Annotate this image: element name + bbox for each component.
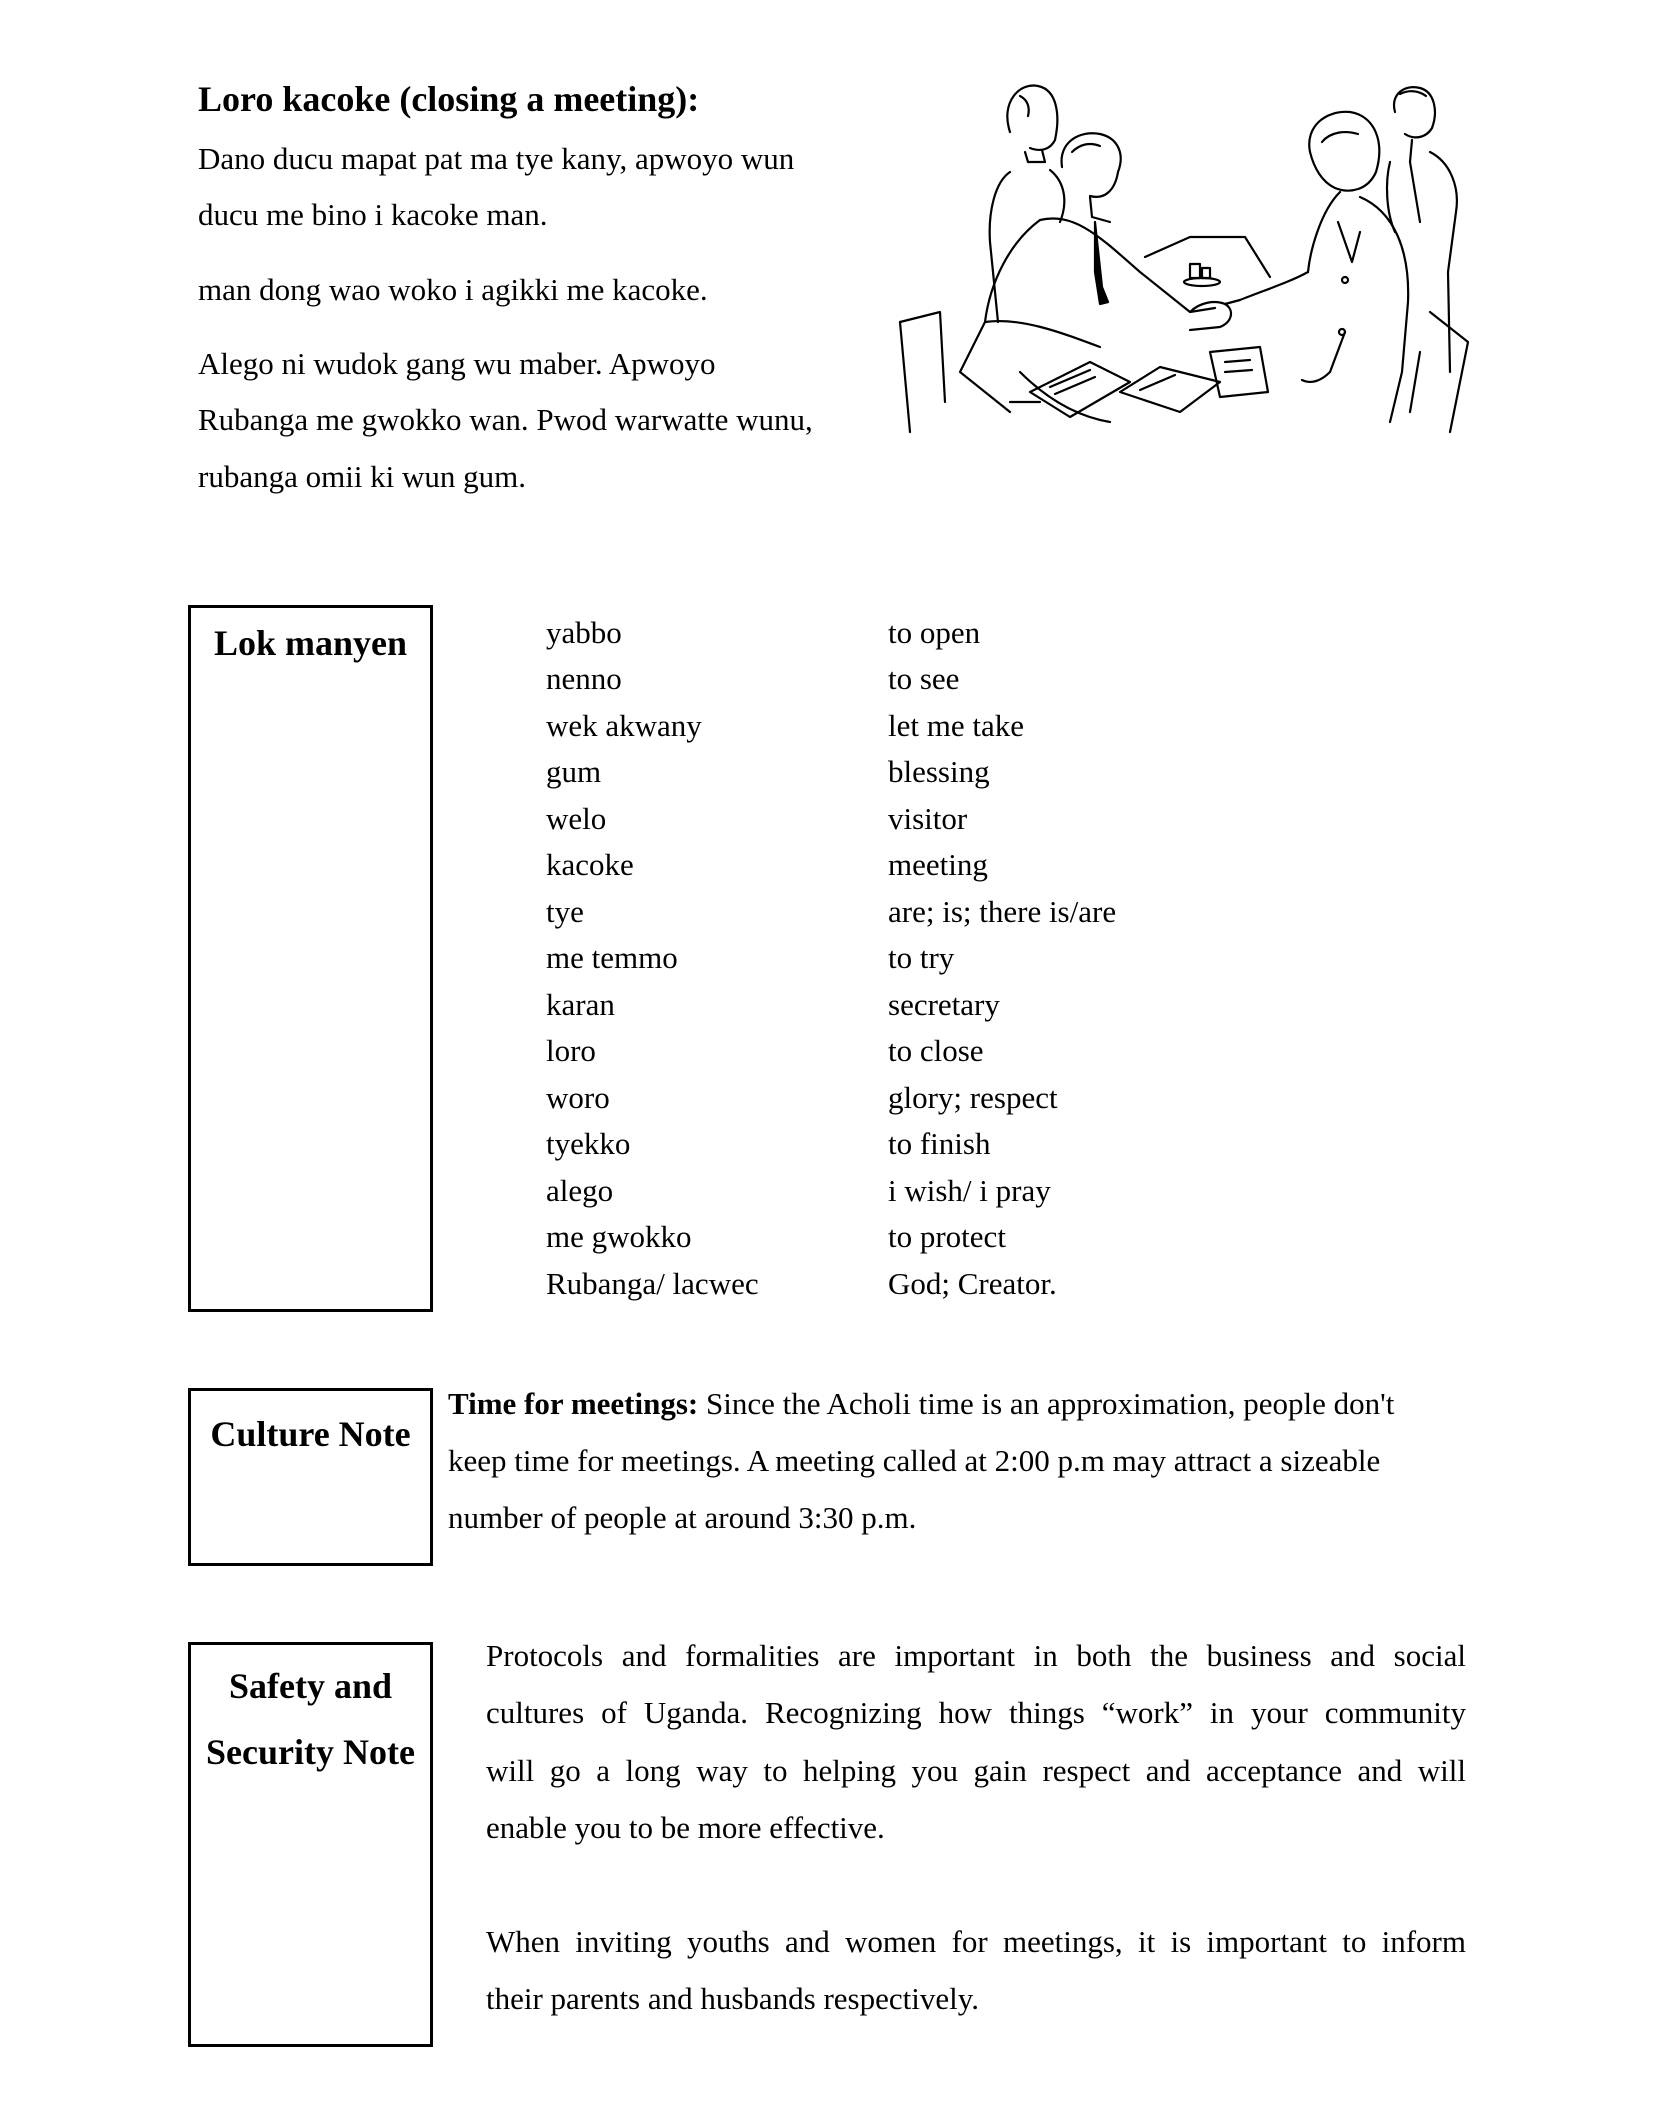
vocab-definition: meeting <box>888 847 988 882</box>
vocab-term: me gwokko <box>546 1219 692 1254</box>
vocab-term: nenno <box>546 661 622 696</box>
vocab-term: Rubanga/ lacwec <box>546 1266 759 1301</box>
handshake-meeting-illustration <box>890 72 1470 442</box>
vocab-term: woro <box>546 1080 610 1115</box>
safety-note-line: will go a long way to helping you gain respect and acceptance and will <box>486 1753 1466 1788</box>
vocab-term: tyekko <box>546 1126 631 1161</box>
paragraph-line: man dong wao woko i agikki me kacoke. <box>198 272 708 307</box>
safety-note-line: their parents and husbands respectively. <box>486 1981 979 2016</box>
safety-note-label-line: Safety and <box>228 1666 393 1706</box>
vocabulary-label-box <box>188 605 433 1312</box>
safety-note-label-line: Security Note <box>206 1732 415 1772</box>
vocab-definition: to protect <box>888 1219 1006 1254</box>
vocab-definition: to close <box>888 1033 984 1068</box>
vocab-term: gum <box>546 754 602 789</box>
vocab-term: me temmo <box>546 940 678 975</box>
culture-note-label: Culture Note <box>210 1414 411 1454</box>
vocab-definition: to try <box>888 940 955 975</box>
vocab-definition: glory; respect <box>888 1080 1058 1115</box>
vocab-definition: i wish/ i pray <box>888 1173 1051 1208</box>
vocabulary-label: Lok manyen <box>213 623 408 663</box>
safety-note-line: When inviting youths and women for meetings, it is important to inform <box>486 1924 1466 1959</box>
vocab-term: wek akwany <box>546 708 702 743</box>
section-title: Loro kacoke (closing a meeting): <box>198 79 700 119</box>
safety-note-label-box <box>188 1642 433 2047</box>
vocab-definition: to open <box>888 615 981 650</box>
vocab-definition: God; Creator. <box>888 1266 1057 1301</box>
vocab-definition: are; is; there is/are <box>888 894 1117 929</box>
culture-note-line: number of people at around 3:30 p.m. <box>448 1500 917 1535</box>
paragraph-line: Alego ni wudok gang wu maber. Apwoyo <box>198 346 716 381</box>
vocab-definition: let me take <box>888 708 1024 743</box>
safety-note-line: Protocols and formalities are important in both the business and social <box>486 1638 1466 1673</box>
vocab-term: tye <box>546 894 584 929</box>
culture-note-line: keep time for meetings. A meeting called at 2:00 p.m may attract a sizeable <box>448 1443 1381 1478</box>
culture-note-line: Time for meetings: Since the Acholi time is an approximation, people don't <box>448 1386 1395 1421</box>
vocab-term: alego <box>546 1173 614 1208</box>
culture-note-heading: Time for meetings: <box>448 1386 699 1421</box>
vocab-term: welo <box>546 801 607 836</box>
vocab-definition: secretary <box>888 987 1000 1022</box>
vocab-definition: blessing <box>888 754 990 789</box>
vocab-definition: to see <box>888 661 960 696</box>
paragraph-line: Dano ducu mapat pat ma tye kany, apwoyo wun <box>198 141 795 176</box>
vocab-term: yabbo <box>546 615 622 650</box>
vocab-definition: visitor <box>888 801 968 836</box>
vocab-term: karan <box>546 987 615 1022</box>
safety-note-line: enable you to be more effective. <box>486 1810 885 1845</box>
vocab-term: kacoke <box>546 847 634 882</box>
handshake-icon <box>890 72 1470 442</box>
vocab-term: loro <box>546 1033 596 1068</box>
paragraph-line: ducu me bino i kacoke man. <box>198 197 548 232</box>
paragraph-line: rubanga omii ki wun gum. <box>198 459 527 494</box>
culture-note-label-box <box>188 1388 433 1566</box>
paragraph-line: Rubanga me gwokko wan. Pwod warwatte wunu, <box>198 402 813 437</box>
vocab-definition: to finish <box>888 1126 991 1161</box>
safety-note-line: cultures of Uganda. Recognizing how things “work” in your community <box>486 1695 1466 1730</box>
